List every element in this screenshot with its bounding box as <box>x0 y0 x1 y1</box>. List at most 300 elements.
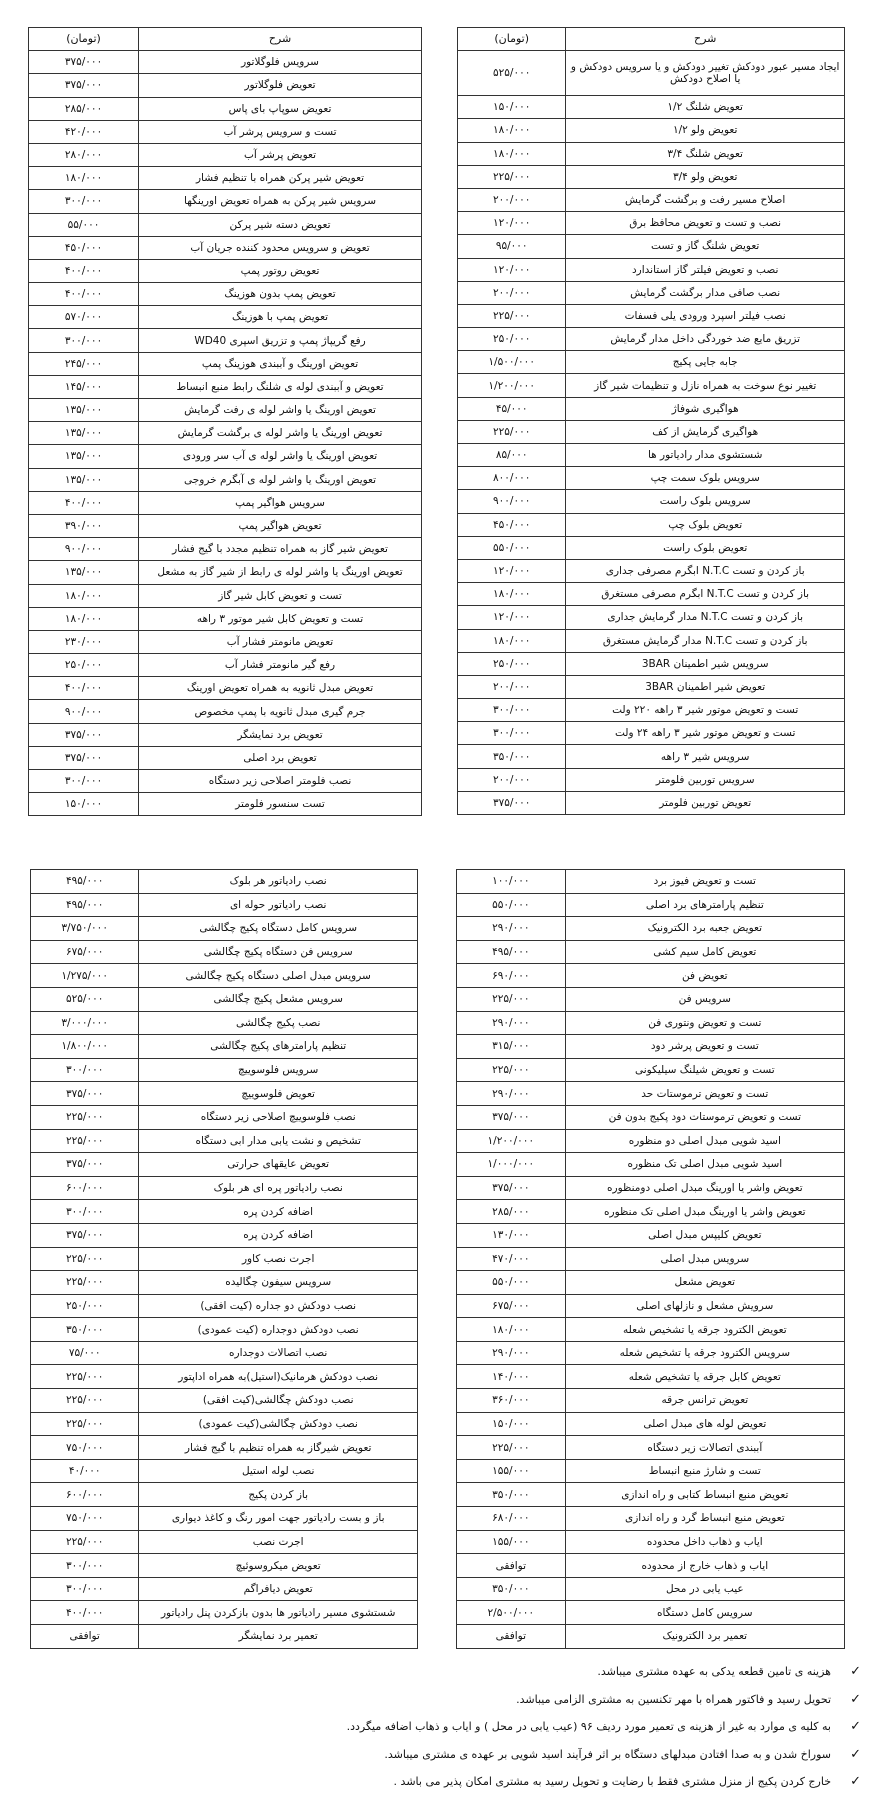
service-description: رفع گیر مانومتر فشار آب <box>139 654 422 677</box>
service-description: تعویض شیر گاز به همراه تنظیم مجدد با گیج فشار <box>139 538 422 561</box>
service-price: ۹۵/۰۰۰ <box>458 235 566 258</box>
service-description: ایاب و ذهاب داخل محدوده <box>565 1530 844 1554</box>
table-row <box>457 1247 845 1271</box>
table-row <box>29 422 422 445</box>
service-price: ۱۳۵/۰۰۰ <box>29 399 139 422</box>
service-description: تست و تعویض فیوز برد <box>565 870 844 894</box>
service-price: ۱۳۵/۰۰۰ <box>29 445 139 468</box>
service-description: عیب یابی در محل <box>565 1577 844 1601</box>
price-header: (تومان) <box>458 28 566 51</box>
table-row <box>29 143 422 166</box>
service-price: ۱۵۰/۰۰۰ <box>458 96 566 119</box>
service-description: رفع گریپاژ پمپ و تزریق اسپری WD40 <box>139 329 422 352</box>
table-row <box>29 51 422 74</box>
service-description: نصب دودکش چگالشی(کیت افقی) <box>139 1389 418 1413</box>
service-price: ۴۰۰/۰۰۰ <box>29 283 139 306</box>
service-description: تست و شارژ منبع انبساط <box>565 1459 844 1483</box>
service-description: تعویض اورینگ یا واشر لوله ی آبگرم خروجی <box>139 468 422 491</box>
service-description: سرویس مشعل پکیج چگالشی <box>139 987 418 1011</box>
table-row <box>31 1625 418 1649</box>
table-row <box>457 1459 845 1483</box>
service-price: ۲/۵۰۰/۰۰۰ <box>457 1601 566 1625</box>
service-price: ۳۷۵/۰۰۰ <box>458 791 566 814</box>
price-table-top-left <box>28 27 422 816</box>
service-description: اجرت نصب <box>139 1530 418 1554</box>
checkmark-icon: ✓ <box>850 1719 861 1734</box>
service-description: سرویش مشعل و نازلهای اصلی <box>565 1294 844 1318</box>
service-price: ۷۵۰/۰۰۰ <box>31 1507 139 1531</box>
service-description: تعویض برد اصلی <box>139 746 422 769</box>
desc-header: شرح <box>566 28 845 51</box>
price-table-bottom-left <box>30 869 418 1649</box>
table-row <box>29 700 422 723</box>
table-row <box>29 167 422 190</box>
table-row <box>31 1011 418 1035</box>
service-description: تعویض پمپ بدون هوزینگ <box>139 283 422 306</box>
service-description: باز کردن و تست N.T.C مدار گرمایش مستغرق <box>566 629 845 652</box>
table-row <box>458 119 845 142</box>
service-description: تعویض کامل سیم کشی <box>565 940 844 964</box>
table-row <box>457 1601 845 1625</box>
service-price: ۱۵۰/۰۰۰ <box>29 793 139 816</box>
service-price: ۸۵/۰۰۰ <box>458 444 566 467</box>
service-description: تست و تعویض موتور شیر ۳ راهه ۲۲۰ ولت <box>566 699 845 722</box>
service-description: سرویس شیر ۳ راهه <box>566 745 845 768</box>
service-price: ۳۷۵/۰۰۰ <box>31 1223 139 1247</box>
service-description: تست و تعویض پرشر دود <box>565 1035 844 1059</box>
table-row <box>29 97 422 120</box>
service-description: نصب اتصالات دوجداره <box>139 1341 418 1365</box>
table-row <box>458 513 845 536</box>
service-price: ۴۵۰/۰۰۰ <box>458 513 566 536</box>
table-row <box>457 964 845 988</box>
service-description: تعویض شیرگاز به همراه تنظیم با گیج فشار <box>139 1436 418 1460</box>
table-row <box>458 165 845 188</box>
service-description: سرویس توربین فلومتر <box>566 768 845 791</box>
table-row <box>458 96 845 119</box>
service-description: تعویض واشر یا اورینگ مبدل اصلی دومنظوره <box>565 1176 844 1200</box>
service-price: ۲۲۵/۰۰۰ <box>31 1129 139 1153</box>
checkmark-icon: ✓ <box>850 1746 861 1762</box>
table-row <box>31 1058 418 1082</box>
desc-header: شرح <box>139 28 422 51</box>
service-description: تست و تعویض ونتوری فن <box>565 1011 844 1035</box>
service-price: ۳۷۵/۰۰۰ <box>31 1082 139 1106</box>
table-row <box>458 188 845 211</box>
service-price: ۱۳۰/۰۰۰ <box>457 1223 566 1247</box>
note-item <box>41 1658 861 1686</box>
table-row <box>31 1389 418 1413</box>
service-description: شستشوی مسیر رادیاتور ها بدون بازکردن پنل رادیاتور <box>139 1601 418 1625</box>
service-description: اجرت نصب کاور <box>139 1247 418 1271</box>
service-price: ۴۹۵/۰۰۰ <box>31 893 139 917</box>
table-row <box>457 1058 845 1082</box>
service-description: سرویس فلوسوییچ <box>139 1058 418 1082</box>
table-row <box>31 1176 418 1200</box>
table-row <box>31 1483 418 1507</box>
service-description: نصب فلومتر اصلاحی زیر دستگاه <box>139 770 422 793</box>
table-row <box>457 1341 845 1365</box>
service-description: تعویض و آببندی لوله ی شلنگ رابط منبع انبساط <box>139 375 422 398</box>
service-price: ۵۵۰/۰۰۰ <box>457 1271 566 1295</box>
service-price: ۶۷۵/۰۰۰ <box>457 1294 566 1318</box>
table-row <box>29 746 422 769</box>
table-row <box>458 675 845 698</box>
service-description: تنظیم پارامترهای برد اصلی <box>565 893 844 917</box>
service-price: ۳۷۵/۰۰۰ <box>457 1105 566 1129</box>
table-row <box>31 1436 418 1460</box>
table-row <box>458 397 845 420</box>
service-description: تعویض میکروسوئیچ <box>139 1554 418 1578</box>
service-price: ۳۹۰/۰۰۰ <box>29 514 139 537</box>
table-row <box>31 1530 418 1554</box>
service-description: تعویض پرشر آب <box>139 143 422 166</box>
service-price: ۲۲۵/۰۰۰ <box>457 987 566 1011</box>
table-row <box>458 328 845 351</box>
table-row <box>29 375 422 398</box>
service-price: ۲۲۵/۰۰۰ <box>31 1271 139 1295</box>
service-price: ۲۸۵/۰۰۰ <box>29 97 139 120</box>
service-description: تعویض ولو ۳/۴ <box>566 165 845 188</box>
service-description: تعویض اورینگ و آببندی هوزینگ پمپ <box>139 352 422 375</box>
price-table-top-right <box>457 27 845 815</box>
service-price: ۳۱۵/۰۰۰ <box>457 1035 566 1059</box>
table-row <box>457 1105 845 1129</box>
service-description: نصب لوله استیل <box>139 1459 418 1483</box>
table-row <box>457 893 845 917</box>
service-price: ۱۲۰/۰۰۰ <box>458 559 566 582</box>
checkmark-icon: ✓ <box>850 1691 861 1707</box>
table-row <box>457 1294 845 1318</box>
service-price: ۱۳۵/۰۰۰ <box>29 561 139 584</box>
service-price: ۲۲۵/۰۰۰ <box>31 1412 139 1436</box>
service-price: ۱۲۰/۰۰۰ <box>458 606 566 629</box>
service-description: تعویض پمپ با هوزینگ <box>139 306 422 329</box>
service-description: تنظیم پارامترهای پکیج چگالشی <box>139 1035 418 1059</box>
table-row <box>31 1200 418 1224</box>
service-description: سرویس شیر پرکن به همراه تعویض اورینگها <box>139 190 422 213</box>
service-price: ۲۰۰/۰۰۰ <box>458 188 566 211</box>
note-item <box>41 1768 861 1796</box>
table-row <box>29 491 422 514</box>
table-row <box>458 559 845 582</box>
service-price: ۲۲۵/۰۰۰ <box>31 1389 139 1413</box>
service-description: تشخیص و نشت یابی مدار ابی دستگاه <box>139 1129 418 1153</box>
table-row <box>458 235 845 258</box>
service-description: تعویض منبع انبساط کتابی و راه اندازی <box>565 1483 844 1507</box>
service-price: ۳۰۰/۰۰۰ <box>31 1554 139 1578</box>
service-price: ۱/۵۰۰/۰۰۰ <box>458 351 566 374</box>
table-row <box>29 329 422 352</box>
service-description: تعویض روتور پمپ <box>139 259 422 282</box>
service-description: سرویس کامل دستگاه پکیج چگالشی <box>139 917 418 941</box>
service-description: ایجاد مسیر عبور دودکش تغییر دودکش و یا سرویس دودکش و یا اصلاح دودکش <box>566 51 845 96</box>
table-row <box>457 1223 845 1247</box>
service-description: تعویض دسته شیر پرکن <box>139 213 422 236</box>
note-text: سوراخ شدن و به صدا افتادن مبدلهای دستگاه بر اثر فرآیند اسید شویی بر عهده ی مشتری میباشد. <box>384 1747 831 1761</box>
table-row <box>29 213 422 236</box>
table-row <box>29 514 422 537</box>
table-row <box>457 1082 845 1106</box>
service-description: تعویض لوله های مبدل اصلی <box>565 1412 844 1436</box>
table-row <box>31 870 418 894</box>
service-price: ۷۵۰/۰۰۰ <box>31 1436 139 1460</box>
service-price: ۱۸۰/۰۰۰ <box>458 119 566 142</box>
service-description: باز کردن و تست N.T.C ابگرم مصرفی جداری <box>566 559 845 582</box>
service-description: باز کردن و تست N.T.C ابگرم مصرفی مستغرق <box>566 583 845 606</box>
service-description: تعویض فلوسوییچ <box>139 1082 418 1106</box>
service-description: تست و تعویض موتور شیر ۳ راهه ۲۴ ولت <box>566 722 845 745</box>
service-description: تعویض سوپاپ بای پاس <box>139 97 422 120</box>
table-row <box>458 699 845 722</box>
note-text: تحویل رسید و فاکتور همراه با مهر تکنسین به مشتری الزامی میباشد. <box>516 1692 831 1706</box>
service-description: سرویس مبدل اصلی <box>565 1247 844 1271</box>
service-description: اصلاح مسیر رفت و برگشت گرمایش <box>566 188 845 211</box>
service-price: ۱۸۰/۰۰۰ <box>458 142 566 165</box>
table-row <box>457 917 845 941</box>
service-price: ۲۲۵/۰۰۰ <box>31 1365 139 1389</box>
service-description: سرویس بلوک راست <box>566 490 845 513</box>
service-price: ۴۰۰/۰۰۰ <box>29 259 139 282</box>
service-price: ۳۷۵/۰۰۰ <box>29 723 139 746</box>
table-row <box>458 467 845 490</box>
service-price: ۳۰۰/۰۰۰ <box>31 1058 139 1082</box>
service-price: ۲۲۵/۰۰۰ <box>31 1530 139 1554</box>
service-price: ۱۸۰/۰۰۰ <box>29 584 139 607</box>
service-price: ۵۲۵/۰۰۰ <box>458 51 566 96</box>
table-row <box>29 561 422 584</box>
service-description: نصب دودکش هرمانیک(استیل)به همراه اداپتور <box>139 1365 418 1389</box>
table-row <box>458 281 845 304</box>
table-row <box>458 768 845 791</box>
service-price: ۲۰۰/۰۰۰ <box>458 675 566 698</box>
table-row <box>458 652 845 675</box>
table-row <box>29 283 422 306</box>
table-row <box>31 917 418 941</box>
table-row <box>29 74 422 97</box>
table-row <box>31 1601 418 1625</box>
service-description: نصب دودکش دو جداره (کیت افقی) <box>139 1294 418 1318</box>
table-row <box>29 607 422 630</box>
service-description: تعویض شلنگ ۱/۲ <box>566 96 845 119</box>
service-description: تست و تعویض کابل شیر موتور ۳ راهه <box>139 607 422 630</box>
table-row <box>31 1247 418 1271</box>
service-price: ۳۰۰/۰۰۰ <box>458 699 566 722</box>
service-price: ۲۸۵/۰۰۰ <box>457 1200 566 1224</box>
service-price: ۱۳۵/۰۰۰ <box>29 468 139 491</box>
service-description: تعویض دیافراگم <box>139 1577 418 1601</box>
service-description: تعمیر برد نمایشگر <box>139 1625 418 1649</box>
table-row <box>29 399 422 422</box>
service-description: تعویض مشعل <box>565 1271 844 1295</box>
table-row <box>29 468 422 491</box>
service-price: ۳۷۵/۰۰۰ <box>29 746 139 769</box>
service-price: ۳۰۰/۰۰۰ <box>458 722 566 745</box>
table-row <box>458 142 845 165</box>
service-description: سرویس الکترود جرقه یا تشخیص شعله <box>565 1341 844 1365</box>
service-description: تعویض شیر اطمینان 3BAR <box>566 675 845 698</box>
table-row <box>457 1483 845 1507</box>
service-price: ۳۰۰/۰۰۰ <box>31 1200 139 1224</box>
service-price: ۲۹۰/۰۰۰ <box>457 917 566 941</box>
table-row <box>457 1554 845 1578</box>
table-row <box>29 306 422 329</box>
table-row <box>31 1341 418 1365</box>
service-price: ۳۷۵/۰۰۰ <box>29 74 139 97</box>
table-row <box>458 791 845 814</box>
service-description: نصب رادیاتور پره ای هر بلوک <box>139 1176 418 1200</box>
note-item <box>41 1741 861 1769</box>
service-description: نصب دودکش دوجداره (کیت عمودی) <box>139 1318 418 1342</box>
service-price: ۶۰۰/۰۰۰ <box>31 1176 139 1200</box>
note-text: هزینه ی تامین قطعه یدکی به عهده مشتری میباشد. <box>597 1665 831 1678</box>
service-price: ۱۸۰/۰۰۰ <box>458 629 566 652</box>
service-description: تست سنسور فلومتر <box>139 793 422 816</box>
service-description: نصب و تست و تعویض محافظ برق <box>566 212 845 235</box>
service-price: ۱۲۰/۰۰۰ <box>458 258 566 281</box>
service-description: آببندی اتصالات زیر دستگاه <box>565 1436 844 1460</box>
table-row <box>31 1271 418 1295</box>
service-description: تعویض شیر پرکن همراه با تنظیم فشار <box>139 167 422 190</box>
table-row <box>29 190 422 213</box>
table-row <box>31 964 418 988</box>
table-row <box>457 870 845 894</box>
table-row <box>29 654 422 677</box>
service-price: ۳۰۰/۰۰۰ <box>29 329 139 352</box>
service-price: ۲۴۵/۰۰۰ <box>29 352 139 375</box>
note-item <box>41 1713 861 1741</box>
service-description: تعویض برد نمایشگر <box>139 723 422 746</box>
service-price: ۲۲۵/۰۰۰ <box>458 420 566 443</box>
service-price: ۴۵/۰۰۰ <box>458 397 566 420</box>
table-row <box>457 1318 845 1342</box>
service-price: ۱/۲۰۰/۰۰۰ <box>458 374 566 397</box>
price-table-bottom-right <box>456 869 845 1649</box>
service-description: تعویض و سرویس محدود کننده جریان آب <box>139 236 422 259</box>
service-price: ۲۵۰/۰۰۰ <box>458 652 566 675</box>
service-description: سرویس سیفون چگالیده <box>139 1271 418 1295</box>
service-price: ۴۵۰/۰۰۰ <box>29 236 139 259</box>
service-price: ۱۸۰/۰۰۰ <box>458 583 566 606</box>
service-description: ایاب و ذهاب خارج از محدوده <box>565 1554 844 1578</box>
service-description: تعویض شلنگ گاز و تست <box>566 235 845 258</box>
service-price: ۱۸۰/۰۰۰ <box>29 607 139 630</box>
table-row <box>29 723 422 746</box>
service-price: ۳۰۰/۰۰۰ <box>29 190 139 213</box>
table-row <box>457 1436 845 1460</box>
table-row <box>457 1200 845 1224</box>
service-description: تعویض فلوگلاتور <box>139 74 422 97</box>
service-price: ۴۹۵/۰۰۰ <box>31 870 139 894</box>
service-price: ۱۸۰/۰۰۰ <box>457 1318 566 1342</box>
service-price: ۵۲۵/۰۰۰ <box>31 987 139 1011</box>
table-row <box>31 1507 418 1531</box>
service-price: ۱/۲۷۵/۰۰۰ <box>31 964 139 988</box>
table-row <box>457 1129 845 1153</box>
checkmark-icon: ✓ <box>850 1774 861 1789</box>
service-description: تعویض عایقهای حرارتی <box>139 1153 418 1177</box>
service-price: ۲۲۵/۰۰۰ <box>457 1058 566 1082</box>
table-row <box>457 1507 845 1531</box>
service-price: توافقی <box>457 1554 566 1578</box>
service-description: نصب فیلتر اسپرد ورودی یلی فسفات <box>566 304 845 327</box>
service-description: تست و سرویس پرشر آب <box>139 120 422 143</box>
table-row <box>29 120 422 143</box>
service-price: ۲۰۰/۰۰۰ <box>458 768 566 791</box>
table-row <box>31 1294 418 1318</box>
table-row <box>458 629 845 652</box>
service-price: ۵۵/۰۰۰ <box>29 213 139 236</box>
table-row <box>457 1577 845 1601</box>
service-price: ۷۵/۰۰۰ <box>31 1341 139 1365</box>
service-price: ۳/۰۰۰/۰۰۰ <box>31 1011 139 1035</box>
service-price: ۲۵۰/۰۰۰ <box>31 1294 139 1318</box>
service-description: نصب فلوسوییچ اصلاحی زیر دستگاه <box>139 1105 418 1129</box>
service-description: تست و تعویض کابل شیر گاز <box>139 584 422 607</box>
service-description: سرویس مبدل اصلی دستگاه پکیج چگالشی <box>139 964 418 988</box>
table-row <box>31 1554 418 1578</box>
service-price: ۸۰۰/۰۰۰ <box>458 467 566 490</box>
table-row <box>29 352 422 375</box>
table-row <box>457 1530 845 1554</box>
service-description: سرویس هواگیر پمپ <box>139 491 422 514</box>
service-price: ۱۲۰/۰۰۰ <box>458 212 566 235</box>
service-description: نصب پکیج چگالشی <box>139 1011 418 1035</box>
service-price: ۱۸۰/۰۰۰ <box>29 167 139 190</box>
service-price: ۳۵۰/۰۰۰ <box>457 1483 566 1507</box>
service-description: تعویض بلوک چپ <box>566 513 845 536</box>
service-description: تعویض هواگیر پمپ <box>139 514 422 537</box>
service-price: ۴۰۰/۰۰۰ <box>29 491 139 514</box>
service-price: ۱۵۵/۰۰۰ <box>457 1459 566 1483</box>
table-row <box>29 630 422 653</box>
service-price: ۱۴۰/۰۰۰ <box>457 1365 566 1389</box>
service-price: ۱۵۰/۰۰۰ <box>457 1412 566 1436</box>
service-price: ۱۵۵/۰۰۰ <box>457 1530 566 1554</box>
service-description: اسید شویی مبدل اصلی تک منظوره <box>565 1153 844 1177</box>
table-row <box>31 940 418 964</box>
table-row <box>29 236 422 259</box>
service-description: تزریق مایع ضد خوردگی داخل مدار گرمایش <box>566 328 845 351</box>
service-price: ۵۵۰/۰۰۰ <box>458 536 566 559</box>
table-row <box>31 1223 418 1247</box>
service-price: ۳۰۰/۰۰۰ <box>29 770 139 793</box>
service-description: شستشوی مدار رادیاتور ها <box>566 444 845 467</box>
service-description: سرویس فن <box>565 987 844 1011</box>
service-price: ۲۵۰/۰۰۰ <box>29 654 139 677</box>
service-price: ۲۲۵/۰۰۰ <box>458 165 566 188</box>
service-description: نصب رادیاتور هر بلوک <box>139 870 418 894</box>
service-price: ۲۹۰/۰۰۰ <box>457 1011 566 1035</box>
note-item <box>41 1686 861 1714</box>
service-description: نصب رادیاتور حوله ای <box>139 893 418 917</box>
service-price: ۲۰۰/۰۰۰ <box>458 281 566 304</box>
table-row <box>31 1412 418 1436</box>
service-description: تعویض اورینگ یا واشر لوله ی برگشت گرمایش <box>139 422 422 445</box>
service-price: ۳۷۵/۰۰۰ <box>457 1176 566 1200</box>
service-description: تعویض توربین فلومتر <box>566 791 845 814</box>
service-price: ۳۷۵/۰۰۰ <box>31 1153 139 1177</box>
service-price: ۵۵۰/۰۰۰ <box>457 893 566 917</box>
table-row <box>29 793 422 816</box>
table-row <box>29 259 422 282</box>
table-row <box>458 374 845 397</box>
service-price: ۶۸۰/۰۰۰ <box>457 1507 566 1531</box>
service-price: ۱/۲۰۰/۰۰۰ <box>457 1129 566 1153</box>
service-price: ۹۰۰/۰۰۰ <box>29 700 139 723</box>
table-row <box>29 584 422 607</box>
table-row <box>458 351 845 374</box>
